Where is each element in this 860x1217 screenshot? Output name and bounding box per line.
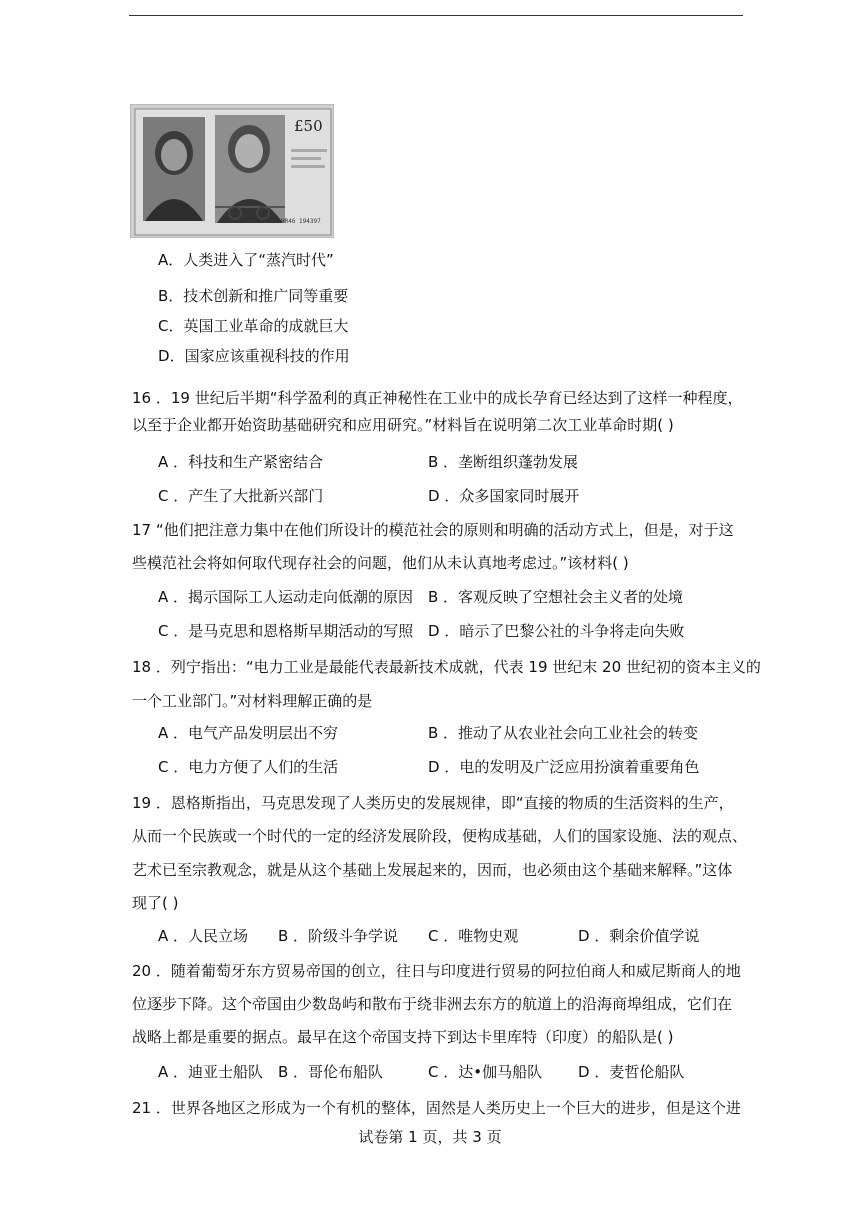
q20-stem-line-2: 位逐步下降。这个帝国由少数岛屿和散布于绕非洲去东方的航道上的沿海商埠组成，它们在 (132, 995, 733, 1013)
page-footer: 试卷第 1 页，共 3 页 (358, 1128, 502, 1146)
q17-stem-line-1: 17 “他们把注意力集中在他们所设计的模范社会的原则和明确的活动方式上，但是，对于这 (132, 521, 734, 539)
q17-stem-line-2: 些模范社会将如何取代现存社会的问题，他们从未认真地考虑过。”该材料( ) (132, 554, 629, 572)
q15-option-c (158, 316, 349, 336)
q18-option-d: D ．电的发明及广泛应用扮演着重要角色 (428, 758, 700, 776)
q19-option-c: C ．唯物史观 (428, 927, 519, 945)
q17-option-d: D ．暗示了巴黎公社的斗争将走向失败 (428, 622, 685, 640)
option-text: ．英国工业革命的成就巨大 (168, 317, 349, 335)
q16-option-d: D ．众多国家同时展开 (428, 487, 580, 505)
q17-option-a: A ．揭示国际工人运动走向低潮的原因 (158, 588, 414, 606)
q20-option-b: B ．哥伦布船队 (278, 1063, 384, 1081)
q21-stem-line-1: 21 ．世界各地区之形成为一个有机的整体，固然是人类历史上一个巨大的进步，但是这个进 (132, 1099, 741, 1117)
banknote-illustration (131, 105, 334, 238)
option-letter: C (158, 317, 169, 335)
q18-option-c: C ．电力方便了人们的生活 (158, 758, 339, 776)
q19-stem-line-1: 19 ．恩格斯指出，马克思发现了人类历史的发展规律，即“直接的物质的生活资料的生产， (132, 794, 734, 812)
top-rule (129, 15, 743, 16)
q19-stem-line-4: 现了( ) (132, 894, 179, 912)
q17-option-c: C ．是马克思和恩格斯早期活动的写照 (158, 622, 414, 640)
banknote-image (130, 104, 334, 238)
option-letter: D (158, 347, 170, 365)
banknote-serial: HR46 194397 (281, 218, 321, 225)
q20-stem-line-1: 20 ．随着葡萄牙东方贸易帝国的创立，往日与印度进行贸易的阿拉伯商人和威尼斯商人的地 (132, 962, 741, 980)
q19-stem-line-3: 艺术已至宗教观念，就是从这个基础上发展起来的，因而，也必须由这个基础来解释。”这体 (132, 861, 733, 879)
q16-option-b: B ．垄断组织蓬勃发展 (428, 453, 579, 471)
option-text: ．人类进入了“蒸汽时代” (168, 251, 334, 269)
q20-option-d: D ．麦哲伦船队 (578, 1063, 685, 1081)
q16-option-a: A ．科技和生产紧密结合 (158, 453, 324, 471)
option-text: ．技术创新和推广同等重要 (168, 287, 349, 305)
q17-option-b: B ．客观反映了空想社会主义者的处境 (428, 588, 684, 606)
q16-stem-line-1: 16 ．19 世纪后半期“科学盈利的真正神秘性在工业中的成长孕育已经达到了这样一种程度， (132, 389, 743, 407)
option-letter: A (158, 251, 169, 269)
option-text: ．国家应该重视科技的作用 (169, 347, 350, 365)
q18-stem-line-1: 18 ．列宁指出：“电力工业是最能代表最新技术成就，代表 19 世纪末 20 世纪初的资本主义的 (132, 658, 761, 676)
q20-stem-line-3: 战略上都是重要的据点。最早在这个帝国支持下到达卡里库特（印度）的船队是( ) (132, 1028, 674, 1046)
q19-option-b: B ．阶级斗争学说 (278, 927, 399, 945)
q18-stem-line-2: 一个工业部门。”对材料理解正确的是 (132, 692, 373, 710)
q19-option-a: A ．人民立场 (158, 927, 249, 945)
q19-stem-line-2: 从而一个民族或一个时代的一定的经济发展阶段，便构成基础，人们的国家设施、法的观点、 (132, 827, 748, 845)
q15-option-d (158, 346, 350, 366)
q16-stem-line-2: 以至于企业都开始资助基础研究和应用研究。”材料旨在说明第二次工业革命时期( ) (132, 416, 674, 434)
q19-option-d: D ．剩余价值学说 (578, 927, 700, 945)
option-letter: B (158, 287, 169, 305)
q20-option-a: A ．迪亚士船队 (158, 1063, 264, 1081)
banknote-denomination: £50 (294, 117, 323, 135)
q16-option-c: C ．产生了大批新兴部门 (158, 487, 324, 505)
q18-option-b: B ．推动了从农业社会向工业社会的转变 (428, 724, 699, 742)
q20-option-c: C ．达•伽马船队 (428, 1063, 543, 1081)
q18-option-a: A ．电气产品发明层出不穷 (158, 724, 339, 742)
q15-option-b (158, 286, 348, 306)
q15-option-a (158, 250, 334, 270)
